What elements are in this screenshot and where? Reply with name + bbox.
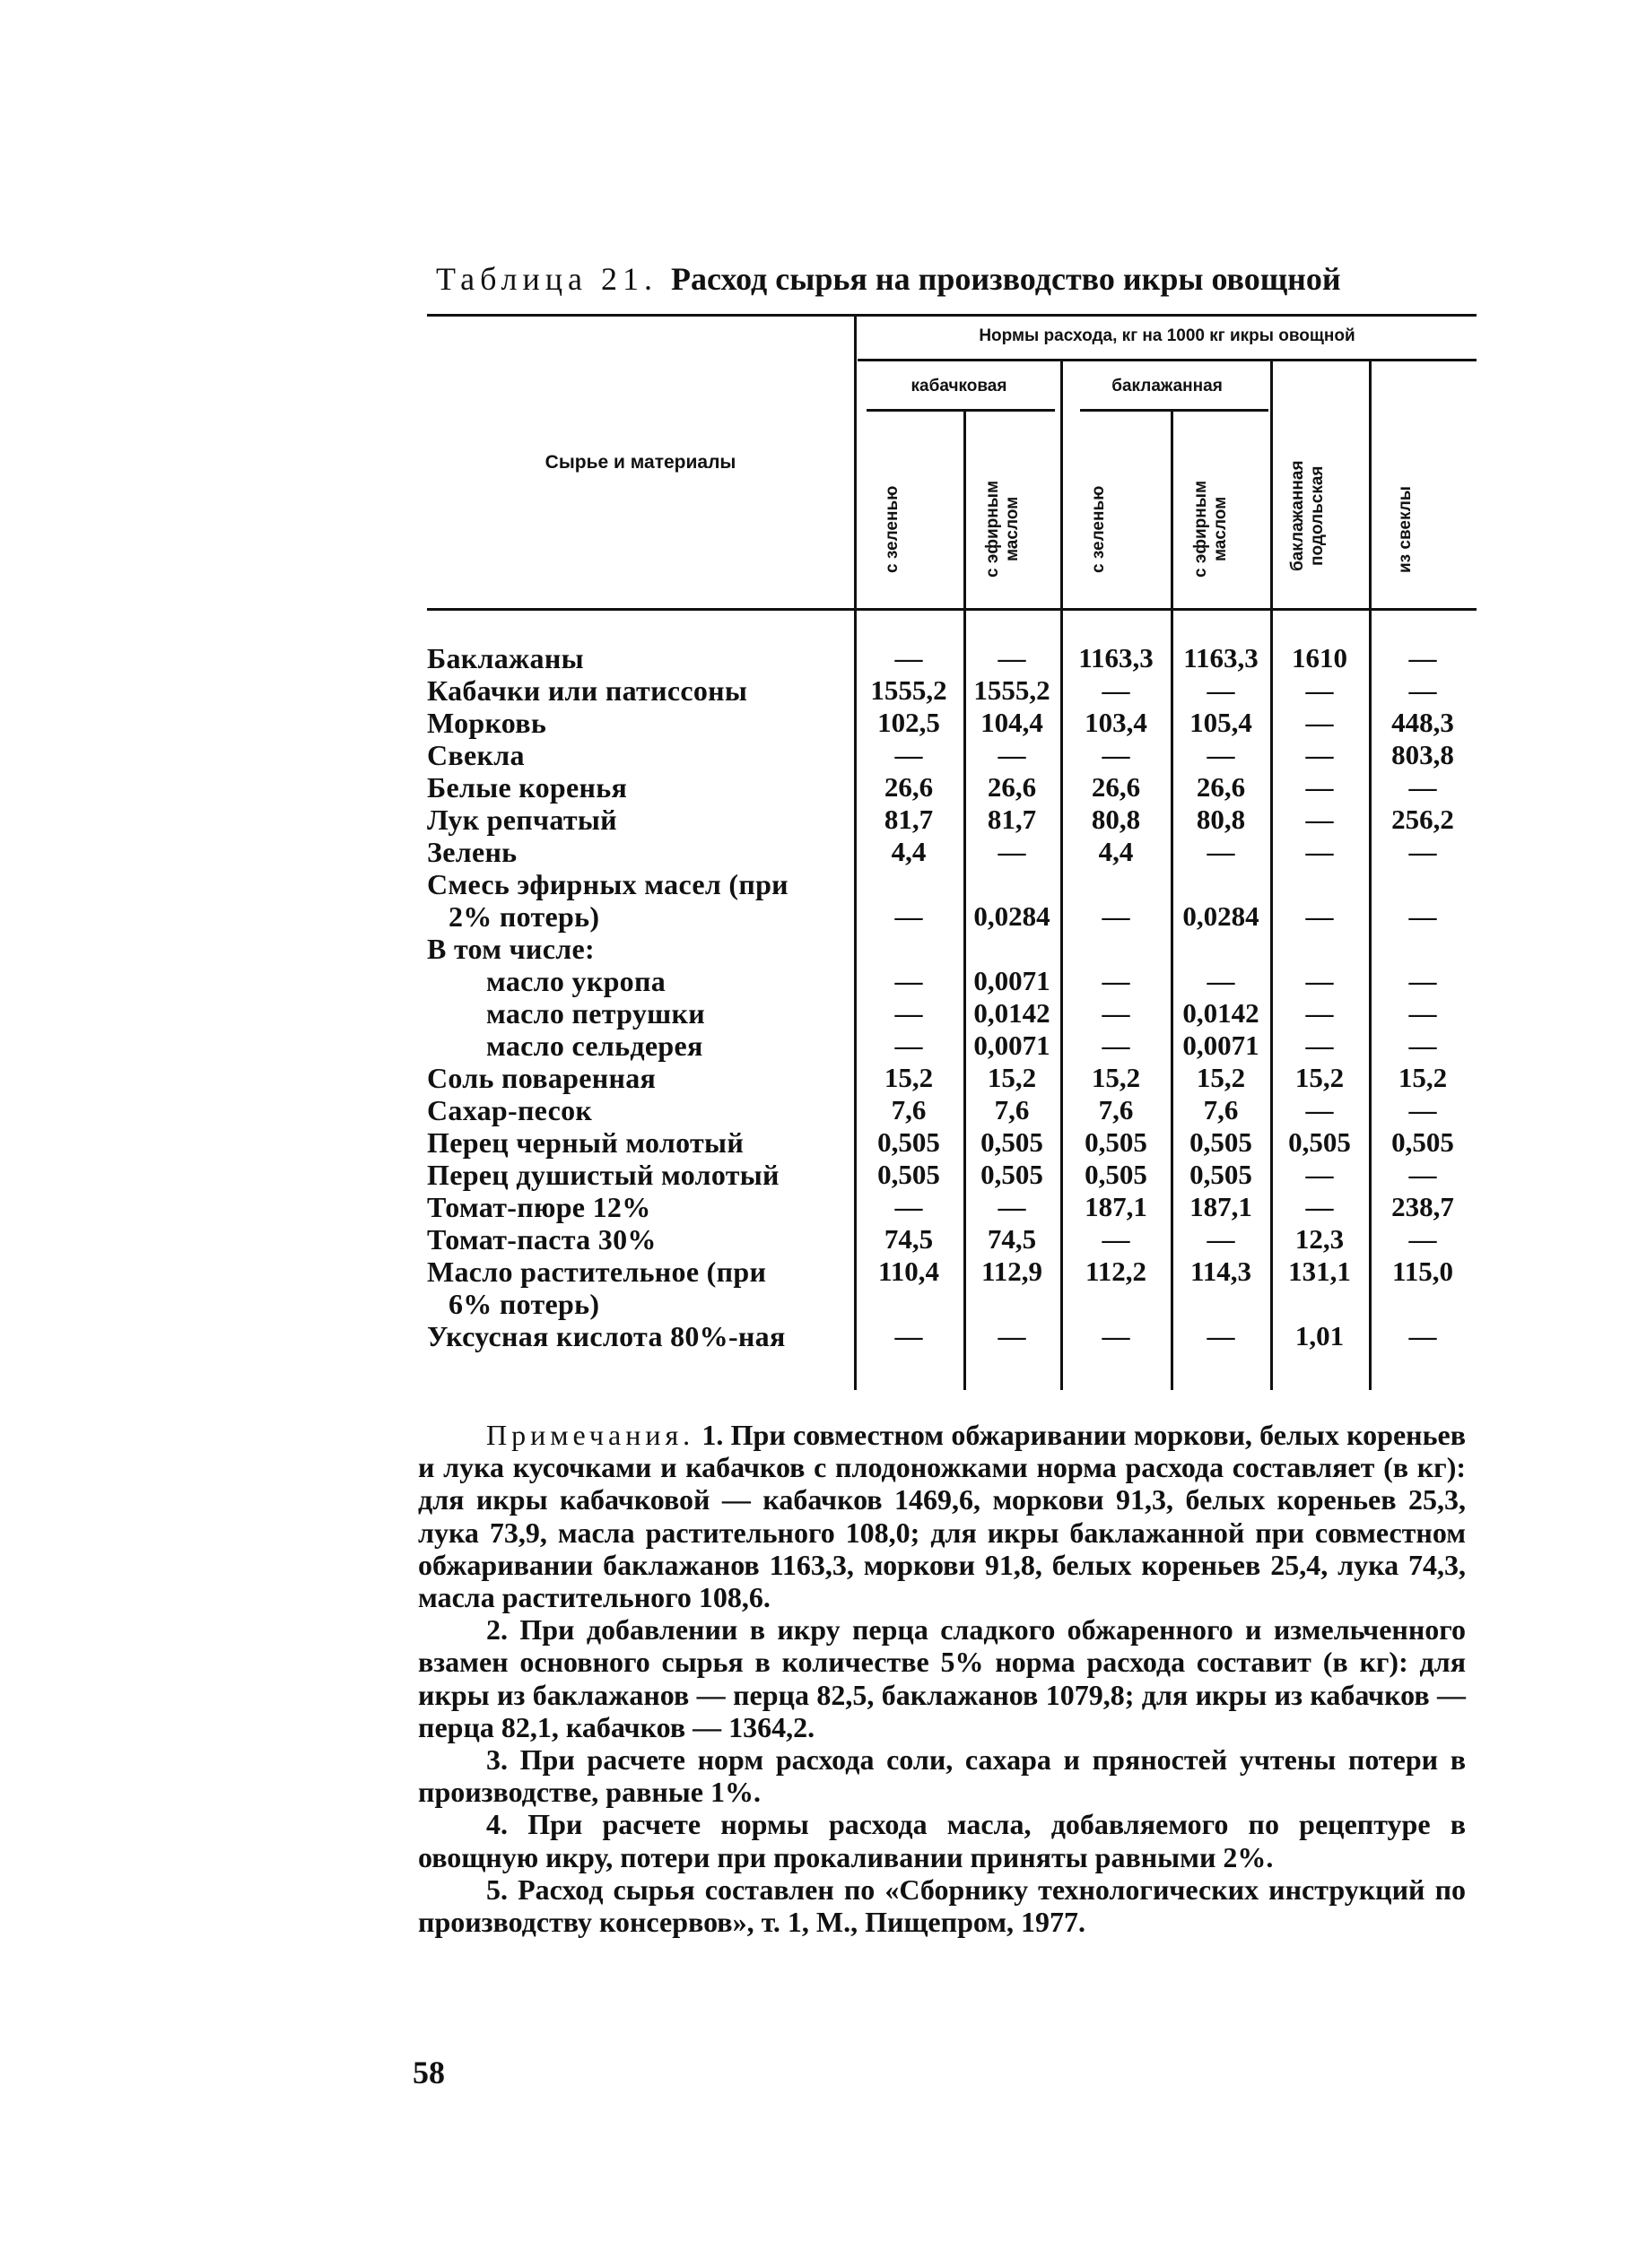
table-cell: 1555,2 [973,674,1050,706]
table-cell: — [1207,1320,1235,1351]
table-cell: 81,7 [884,804,934,835]
table-cell: 15,2 [1091,1062,1141,1093]
column-header: из свеклы [1396,485,1415,573]
table-cell: — [1408,1030,1437,1061]
table-cell: 0,505 [980,1126,1043,1158]
table-cell: 12,3 [1294,1223,1345,1255]
table-cell: 0,505 [980,1159,1043,1190]
table-row [427,1191,1477,1223]
table-row [427,997,1477,1030]
table-row [427,707,1477,739]
table-cell: — [1305,771,1334,803]
table-cell: — [1305,707,1334,738]
table-cell: 0,0142 [1182,997,1259,1029]
table-cell: — [1408,836,1437,867]
table-cell: 104,4 [980,707,1043,738]
table-cell: — [1408,1159,1437,1190]
table-cell [1272,933,1367,965]
row-label: Смесь эфирных масел (при [427,868,789,900]
column-header: с эфирным маслом [1191,481,1230,578]
table-cell [1370,933,1476,965]
table-cell: — [998,642,1026,673]
table-cell: 74,5 [884,1223,934,1255]
table-cell: — [1207,965,1235,996]
table-cell: — [1408,674,1437,706]
table-cell: 26,6 [1091,771,1141,803]
row-label: Морковь [427,707,547,739]
table-top-rule [427,314,1477,317]
table-cell: 7,6 [1098,1094,1134,1125]
table-row [427,1094,1477,1126]
table-cell: 187,1 [1085,1191,1147,1222]
table-cell: 238,7 [1391,1191,1454,1222]
table-cell: 803,8 [1391,739,1454,770]
row-label: масло укропа [486,965,667,997]
table-cell: 0,505 [1288,1126,1351,1158]
table-cell: — [1102,1030,1130,1061]
kabachk-group-rule [867,409,1055,412]
row-label: 6% потерь) [449,1288,600,1320]
row-label: Уксусная кислота 80%-ная [427,1320,786,1352]
row-label: Перец душистый молотый [427,1159,780,1191]
table-cell: 0,505 [1391,1126,1454,1158]
table-cell: — [894,739,923,770]
norms-header-rule [858,359,1477,361]
table-cell [1062,868,1170,900]
table-cell: — [1408,997,1437,1029]
row-label: Томат-пюре 12% [427,1191,651,1223]
baklazh-group-rule [1080,409,1268,412]
table-row [427,804,1477,836]
row-label: масло сельдерея [486,1030,703,1062]
row-label: масло петрушки [486,997,705,1030]
table-cell: — [894,1030,923,1061]
column-header: баклажанная подольская [1288,460,1327,571]
table-cell [1272,868,1367,900]
table-cell: 1555,2 [870,674,947,706]
table-title [436,260,1441,298]
table-cell: — [1408,965,1437,996]
table-cell: — [1305,900,1334,932]
norms-header: Нормы расхода, кг на 1000 кг икры овощной [979,326,1355,345]
table-row [427,1256,1477,1288]
table-cell: — [894,900,923,932]
notes-heading: Примечания. [486,1419,695,1451]
table-cell: 1163,3 [1078,642,1154,673]
table-cell: — [1305,1191,1334,1222]
table-cell: — [1305,1094,1334,1125]
row-label: Томат-паста 30% [427,1223,657,1256]
column-header: с зеленью [883,485,902,573]
table-cell: 15,2 [1294,1062,1345,1093]
row-label: Зелень [427,836,518,868]
table-cell: — [1408,1223,1437,1255]
table-cell: 0,0284 [1182,900,1259,932]
row-label: Масло растительное (при [427,1256,767,1288]
table-cell: 0,505 [877,1159,940,1190]
table-cell: 15,2 [987,1062,1037,1093]
table-cell: 26,6 [987,771,1037,803]
column-header: с зеленью [1089,485,1108,573]
row-label: Соль поваренная [427,1062,657,1094]
table-row [427,642,1477,674]
row-label: Белые коренья [427,771,628,804]
table-cell [965,868,1059,900]
table-cell [1062,1288,1170,1320]
table-cell: 74,5 [987,1223,1037,1255]
table-cell: 115,0 [1391,1256,1454,1287]
table-cell: 0,0142 [973,997,1050,1029]
table-cell: — [1408,642,1437,673]
table-cell: 1,01 [1294,1320,1345,1351]
table-row [427,739,1477,771]
table-cell [856,868,962,900]
table-cell [1062,933,1170,965]
table-cell: — [1305,804,1334,835]
table-cell [965,1288,1059,1320]
table-cell: 15,2 [1398,1062,1448,1093]
page-number: 58 [413,2055,445,2090]
table-cell: 15,2 [1196,1062,1246,1093]
table-cell: — [998,836,1026,867]
table-cell: 26,6 [884,771,934,803]
table-cell: 105,4 [1189,707,1252,738]
table-cell: 448,3 [1391,707,1454,738]
table-cell: — [1102,1320,1130,1351]
note-text: 1. При совместном обжаривании моркови, белых кореньев и лука кусочками и кабачков с плодоножками норма расхода составляет (в кг): для икры кабачковой — кабачков 1469,6, моркови 91,3, белых кореньев 25,3, лука 73,9, масла растительного 108,0; для икры баклажанной при совместном обжаривании баклажанов 1163,3, моркови 91,8, белых кореньев 25,4, лука 74,3, масла растительного 108,6. [418,1419,1467,1614]
note-1 [418,1419,1466,1613]
table-number: Таблица 21. [436,261,658,297]
table-cell: 110,4 [877,1256,940,1287]
table-row [427,771,1477,804]
table-cell: 0,505 [1189,1159,1252,1190]
table-cell: 0,505 [1085,1126,1147,1158]
table-cell: — [1305,997,1334,1029]
table-cell: 256,2 [1391,804,1454,835]
table-cell: — [1305,965,1334,996]
table-row [427,1126,1477,1159]
table-row [427,868,1477,900]
table-row [427,1159,1477,1191]
table-cell: 102,5 [877,707,940,738]
table-cell: — [1102,997,1130,1029]
table-caption: Расход сырья на производство икры овощной [670,261,1341,297]
row-label: Лук репчатый [427,804,617,836]
table-cell [1172,868,1269,900]
table-cell: 7,6 [891,1094,927,1125]
table-cell: 26,6 [1196,771,1246,803]
table-cell: — [1102,1223,1130,1255]
table-cell [1370,1288,1476,1320]
table-cell: — [1305,739,1334,770]
note-2: 2. При добавлении в икру перца сладкого обжаренного и измельченного взамен основного сырья в количестве 5% норма расхода составит (в кг): для икры из баклажанов — перца 82,5, баклажанов 1079,8; для икры из кабачков — перца 82,1, кабачков — 1364,2. [418,1613,1466,1743]
table-row [427,674,1477,707]
table-cell: 131,1 [1288,1256,1351,1287]
table-cell: — [1305,674,1334,706]
table-row [427,965,1477,997]
table-cell: 0,0284 [973,900,1050,932]
table-cell: 80,8 [1196,804,1246,835]
notes [418,1419,1466,1938]
row-label: Кабачки или патиссоны [427,674,748,707]
table-row [427,900,1477,933]
table-row [427,1030,1477,1062]
table-cell: — [894,965,923,996]
row-label: Баклажаны [427,642,584,674]
note-3: 3. При расчете норм расхода соли, сахара и пряностей учтены потери в производстве, равные 1%. [418,1743,1466,1809]
table-cell [965,933,1059,965]
table-cell: 0,0071 [973,1030,1050,1061]
table-cell: 4,4 [891,836,927,867]
table-cell: — [894,642,923,673]
table-row [427,1288,1477,1320]
table-cell: — [1408,1094,1437,1125]
header-bottom-rule [427,608,1477,611]
table-cell: 1163,3 [1183,642,1259,673]
table-cell: — [998,739,1026,770]
table-cell: — [1207,674,1235,706]
group-header-baklazhannaya: баклажанная [1111,377,1223,395]
table-row [427,836,1477,868]
table-cell: 112,9 [980,1256,1043,1287]
table-cell: 81,7 [987,804,1037,835]
table-cell: 7,6 [994,1094,1030,1125]
row-label: В том числе: [427,933,595,965]
row-header: Сырье и материалы [545,452,736,473]
table-cell: — [894,1191,923,1222]
note-5: 5. Расход сырья составлен по «Сборнику технологических инструкций по производству консервов», т. 1, М., Пищепром, 1977. [418,1873,1466,1939]
table-cell: — [1102,900,1130,932]
table-cell: 112,2 [1085,1256,1147,1287]
table-cell: 7,6 [1203,1094,1239,1125]
consumption-table [427,314,1477,1390]
column-header: с эфирным маслом [983,481,1022,578]
table-row [427,1062,1477,1094]
table-cell: 15,2 [884,1062,934,1093]
note-4: 4. При расчете нормы расхода масла, добавляемого по рецептуре в овощную икру, потери при прокаливании приняты равными 2%. [418,1808,1466,1873]
table-cell: — [1207,836,1235,867]
table-row [427,933,1477,965]
table-cell: — [1408,1320,1437,1351]
row-label: 2% потерь) [449,900,600,933]
table-cell: 114,3 [1189,1256,1252,1287]
table-cell [856,933,962,965]
table-cell: 187,1 [1189,1191,1252,1222]
table-cell: 103,4 [1085,707,1147,738]
table-cell: 1610 [1292,642,1347,673]
table-cell: — [894,997,923,1029]
table-row [427,1223,1477,1256]
table-cell: — [1102,965,1130,996]
table-cell: — [998,1320,1026,1351]
table-cell: 80,8 [1091,804,1141,835]
table-cell: — [1305,1030,1334,1061]
table-cell: — [1102,739,1130,770]
table-cell [1272,1288,1367,1320]
row-label: Перец черный молотый [427,1126,745,1159]
table-cell: — [1408,900,1437,932]
table-cell: — [1207,739,1235,770]
table-cell: — [1102,674,1130,706]
table-cell: 4,4 [1098,836,1134,867]
table-cell: 0,0071 [973,965,1050,996]
table-cell [1172,1288,1269,1320]
table-cell: 0,505 [877,1126,940,1158]
table-cell [1370,868,1476,900]
table-row [427,1320,1477,1352]
row-label: Сахар-песок [427,1094,593,1126]
table-cell: — [998,1191,1026,1222]
table-cell [856,1288,962,1320]
group-header-kabachkovaya: кабачковая [910,377,1007,395]
table-cell: 0,0071 [1182,1030,1259,1061]
table-cell: — [894,1320,923,1351]
table-cell: — [1305,1159,1334,1190]
table-cell: 0,505 [1085,1159,1147,1190]
table-cell [1172,933,1269,965]
table-cell: 0,505 [1189,1126,1252,1158]
table-cell: — [1408,771,1437,803]
table-cell: — [1207,1223,1235,1255]
row-label: Свекла [427,739,525,771]
table-cell: — [1305,836,1334,867]
